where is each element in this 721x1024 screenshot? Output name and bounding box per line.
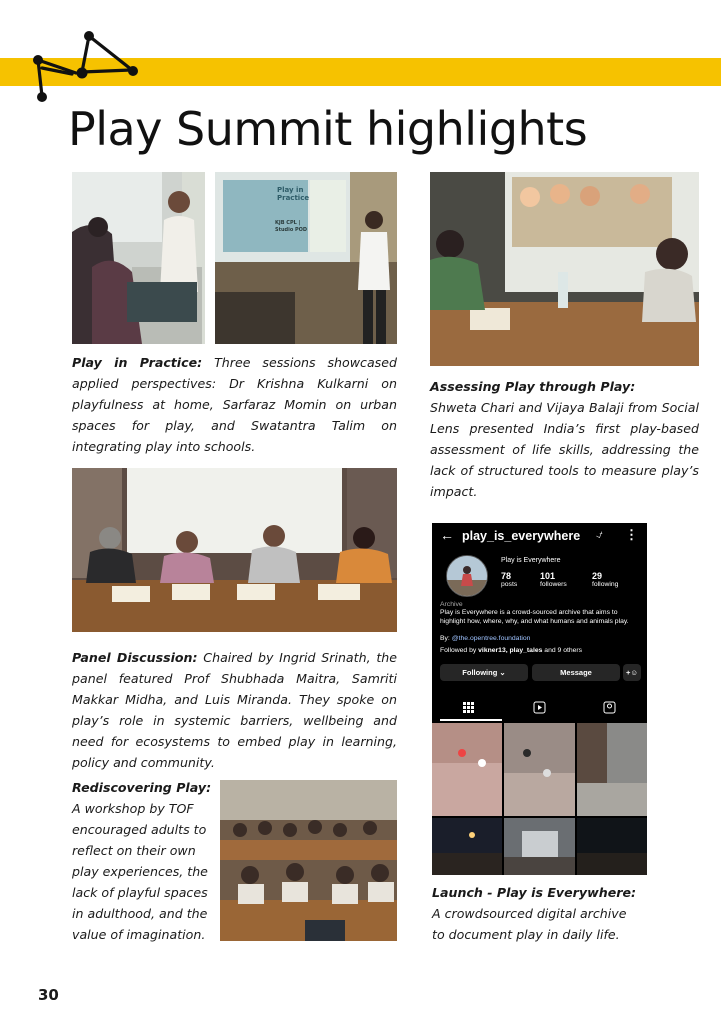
page-number: 30 xyxy=(38,986,59,1004)
photo-speaker-audience xyxy=(72,172,205,344)
caption-line: value of imagination. xyxy=(72,927,206,942)
posts-label: posts xyxy=(501,581,518,588)
photo-presenter-slide xyxy=(215,172,397,344)
avatar-image-icon xyxy=(447,556,487,596)
caption-body: Chaired by Ingrid Srinath, the panel featured Prof Shubhada Maitra, Samriti Makkar Midha, and Luis Miranda. They spoke on play’s role in systemic barriers, wellbeing and need for ecosystems to embed play in learning, policy and community. xyxy=(72,650,397,770)
slide-title-line: Practice xyxy=(277,194,310,202)
back-arrow-icon[interactable]: ← xyxy=(440,527,454,543)
link-prefix: By: xyxy=(440,635,452,642)
profile-handle: play_is_everywhere xyxy=(462,529,581,543)
constellation-logo-icon xyxy=(22,26,147,106)
caption-line: in adulthood, and the xyxy=(72,906,208,921)
caption-play-in-practice xyxy=(72,352,397,457)
posts-count: 78 xyxy=(501,571,512,581)
photo-workshop xyxy=(220,780,397,941)
instagram-profile-screenshot xyxy=(432,523,647,875)
following-count: 29 xyxy=(592,571,603,581)
slide-tag-line: Studio POD xyxy=(275,227,308,233)
followers-label: followers xyxy=(540,581,567,588)
caption-heading: Panel Discussion: xyxy=(72,650,198,665)
profile-category: Archive xyxy=(440,601,463,608)
followers-stat[interactable] xyxy=(540,571,567,588)
grid-tab-icon[interactable] xyxy=(463,702,474,713)
page-title: Play Summit highlights xyxy=(68,102,588,156)
caption-line: reflect on their own xyxy=(72,843,196,858)
profile-link[interactable] xyxy=(440,635,530,642)
post-thumbnail[interactable] xyxy=(577,818,647,875)
posts-stat[interactable] xyxy=(501,571,517,588)
following-button-label: Following xyxy=(462,668,498,677)
add-user-button[interactable] xyxy=(623,664,641,681)
caption-body: Three sessions showcased applied perspectives: Dr Krishna Kulkarni on playfulness at home, Sarfaraz Momin on urban spaces for play, and Swatantra Talim on integrating play into schools. xyxy=(72,355,397,454)
bell-icon[interactable]: ⍻ xyxy=(596,527,603,541)
slide-title-line: Play in xyxy=(277,186,304,194)
followed-names: vikner13, play_tales xyxy=(478,647,543,654)
slide-tag-line: KJB CPL | xyxy=(275,220,301,226)
post-thumbnail[interactable] xyxy=(504,818,575,875)
chevron-down-icon: ⌄ xyxy=(499,668,506,677)
post-thumbnail[interactable] xyxy=(577,723,647,816)
post-thumbnail[interactable] xyxy=(432,818,502,875)
profile-tabs xyxy=(432,695,647,721)
photo-panel-discussion xyxy=(72,468,397,632)
caption-line: play experiences, the xyxy=(72,864,208,879)
reels-tab-icon[interactable] xyxy=(534,702,545,713)
post-thumbnail[interactable] xyxy=(432,723,502,816)
followed-by[interactable] xyxy=(440,647,582,654)
followed-prefix: Followed by xyxy=(440,647,479,654)
caption-line: A workshop by TOF xyxy=(72,801,194,816)
caption-line: to document play in daily life. xyxy=(432,927,620,942)
photo-assessing-speakers xyxy=(430,172,699,366)
link-handle[interactable]: @the.opentree.foundation xyxy=(451,635,531,642)
caption-heading: Play in Practice: xyxy=(72,355,203,370)
profile-name: Play is Everywhere xyxy=(501,557,561,564)
following-label: following xyxy=(592,581,619,588)
tagged-tab-icon[interactable] xyxy=(604,702,615,713)
caption-body: Shweta Chari and Vijaya Balaji from Social Lens presented India’s first play-based assessment of life skills, addressing the lack of structured tools to measure play’s impact. xyxy=(430,400,699,499)
add-user-icon: +☺ xyxy=(625,668,639,677)
post-grid xyxy=(432,723,647,875)
message-button[interactable] xyxy=(532,664,620,681)
caption-heading: Launch - Play is Everywhere: xyxy=(432,885,637,900)
caption-heading: Rediscovering Play: xyxy=(72,780,212,795)
caption-launch xyxy=(432,882,701,945)
more-options-icon[interactable]: ⋮ xyxy=(625,527,638,542)
following-button[interactable] xyxy=(440,664,528,681)
caption-panel-discussion xyxy=(72,647,397,773)
message-button-label: Message xyxy=(560,668,592,677)
followed-suffix: and 9 others xyxy=(542,647,583,654)
caption-rediscovering-play xyxy=(72,777,212,945)
caption-assessing-play xyxy=(430,376,699,502)
caption-line: lack of playful spaces xyxy=(72,885,208,900)
caption-heading: Assessing Play through Play: xyxy=(430,379,636,394)
followers-count: 101 xyxy=(540,571,556,581)
post-thumbnail[interactable] xyxy=(504,723,575,816)
caption-line: A crowdsourced digital archive xyxy=(432,906,627,921)
following-stat[interactable] xyxy=(592,571,618,588)
profile-bio: Play is Everywhere is a crowd-sourced archive that aims to highlight how, where, why, and what humans and animals play. xyxy=(440,609,629,625)
caption-line: encouraged adults to xyxy=(72,822,207,837)
avatar[interactable] xyxy=(446,555,488,597)
